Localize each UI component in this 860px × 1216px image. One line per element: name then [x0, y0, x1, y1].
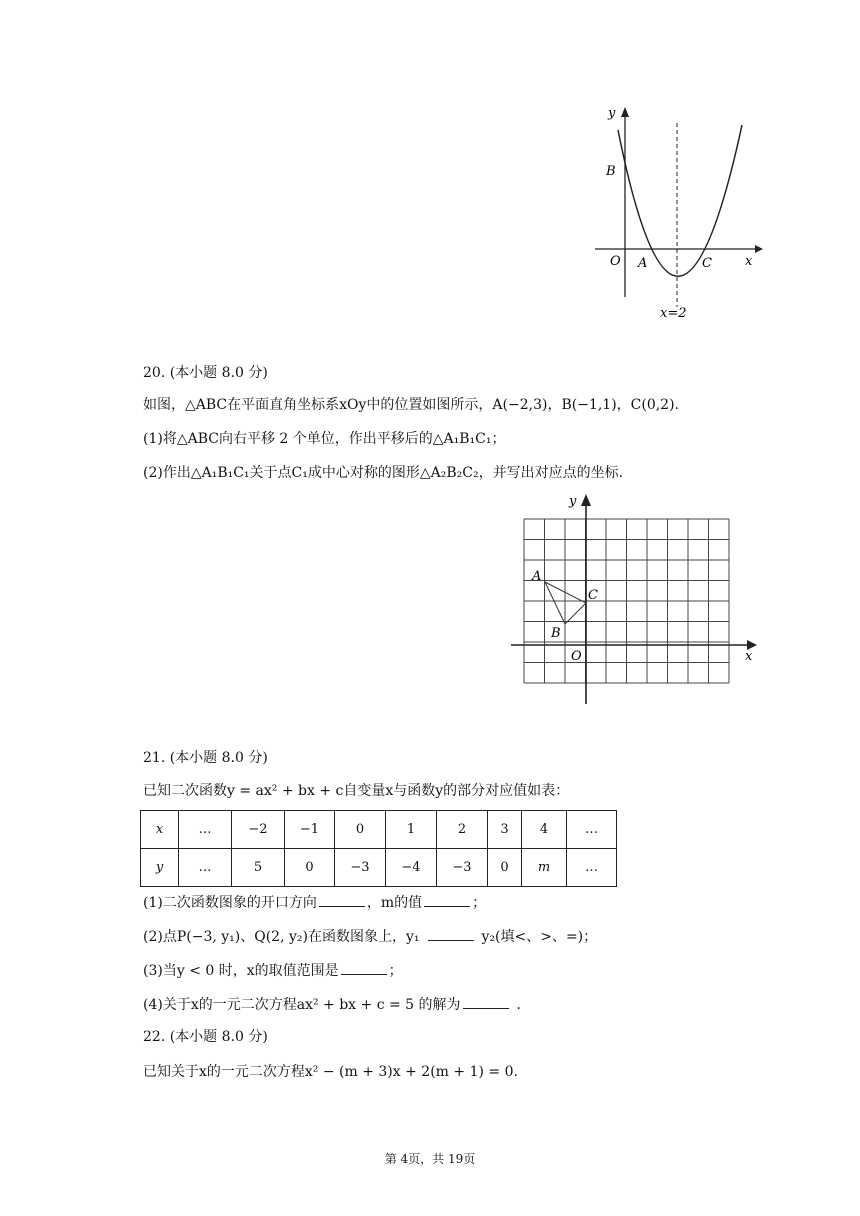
table-cell: 0: [488, 849, 522, 887]
fig2-point-b: B: [551, 626, 561, 641]
fig1-point-c: C: [702, 256, 712, 271]
value-table: [140, 810, 617, 887]
y-axis-arrow: [621, 107, 629, 117]
q21-part3: [143, 960, 403, 981]
table-cell: x: [141, 811, 179, 849]
q21-part3-text2: ；: [388, 963, 403, 979]
table-cell: …: [567, 849, 617, 887]
q21-stem: 已知二次函数y = ax² + bx + c自变量x与函数y的部分对应值如表：: [143, 783, 570, 799]
table-cell: −3: [437, 849, 488, 887]
x-axis-arrow: [755, 245, 763, 253]
table-cell: 5: [232, 849, 285, 887]
fig1-axis-label: x=2: [660, 306, 687, 321]
fig2-y-label: y: [569, 494, 577, 509]
grid-lines: [524, 519, 729, 683]
fig1-x-label: x: [745, 254, 753, 269]
q22-stem: 已知关于x的一元二次方程x² − (m + 3)x + 2(m + 1) = 0.: [143, 1064, 518, 1080]
q22-header: 22. (本小题 8.0 分): [143, 1029, 268, 1045]
table-cell: −4: [386, 849, 437, 887]
answer-blank[interactable]: [319, 892, 365, 907]
q20-part1: (1)将△ABC向右平移 2 个单位，作出平移后的△A₁B₁C₁；: [143, 431, 506, 447]
q21-part1: [143, 892, 486, 913]
q20-header: 20. (本小题 8.0 分): [143, 365, 268, 381]
table-cell: y: [141, 849, 179, 887]
q21-part4: [143, 994, 521, 1015]
fig1-point-b: B: [606, 164, 616, 179]
y-axis-arrow: [581, 494, 591, 506]
q21-part2-text: (2)点P(−3, y₁)、Q(2, y₂)在函数图象上，y₁: [143, 929, 420, 945]
fig1-y-label: y: [608, 106, 616, 121]
table-cell: …: [567, 811, 617, 849]
answer-blank[interactable]: [424, 892, 470, 907]
table-cell: 4: [522, 811, 567, 849]
table-cell: −2: [232, 811, 285, 849]
table-cell: …: [179, 849, 232, 887]
table-cell: −3: [335, 849, 386, 887]
q20-stem: 如图，△ABC在平面直角坐标系xOy中的位置如图所示，A(−2,3)，B(−1,1)，C(0,2).: [143, 397, 680, 413]
q21-part4-text2: .: [516, 997, 521, 1013]
q21-part1-text3: ；: [472, 895, 487, 911]
parabola-curve: [618, 125, 742, 276]
fig1-origin-label: O: [610, 254, 621, 269]
q21-part2-text2: y₂(填<、>、=)；: [481, 929, 598, 945]
table-cell: 3: [488, 811, 522, 849]
fig2-x-label: x: [745, 649, 753, 664]
table-cell: 0: [285, 849, 335, 887]
fig1-point-a: A: [638, 256, 648, 271]
table-cell: m: [522, 849, 567, 887]
table-row: [141, 811, 617, 849]
fig2-origin-label: O: [571, 649, 582, 664]
q21-part2: [143, 926, 597, 947]
page-footer: 第 4页，共 19页: [384, 1152, 476, 1166]
q21-part4-text: (4)关于x的一元二次方程ax² + bx + c = 5 的解为: [143, 997, 461, 1013]
table-cell: 1: [386, 811, 437, 849]
table-cell: 2: [437, 811, 488, 849]
grid-figure: [505, 490, 765, 712]
q21-header: 21. (本小题 8.0 分): [143, 750, 268, 766]
answer-blank[interactable]: [463, 994, 509, 1009]
q21-part3-text: (3)当y < 0 时，x的取值范围是: [143, 963, 339, 979]
table-cell: −1: [285, 811, 335, 849]
q21-part1-text2: ，m的值: [366, 895, 423, 911]
fig2-point-a: A: [532, 569, 542, 584]
answer-blank[interactable]: [428, 926, 474, 941]
answer-blank[interactable]: [341, 960, 387, 975]
parabola-figure: [590, 95, 770, 325]
table-cell: 0: [335, 811, 386, 849]
q20-part2: (2)作出△A₁B₁C₁关于点C₁成中心对称的图形△A₂B₂C₂，并写出对应点的坐标.: [143, 465, 624, 481]
table-row: [141, 849, 617, 887]
fig2-point-c: C: [588, 588, 598, 603]
table-cell: …: [179, 811, 232, 849]
q21-part1-text: (1)二次函数图象的开口方向: [143, 895, 317, 911]
